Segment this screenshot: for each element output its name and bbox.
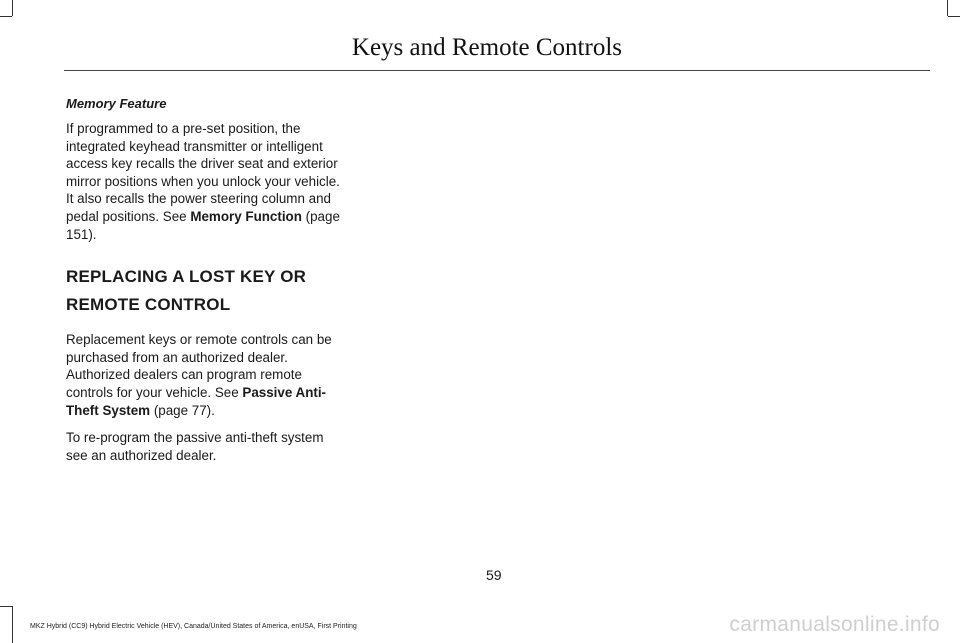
memory-feature-paragraph (66, 120, 342, 243)
watermark: carmanualsonline.info (729, 613, 940, 636)
memory-feature-heading: Memory Feature (66, 96, 167, 111)
page-number: 59 (486, 567, 502, 583)
page-header-title: Keys and Remote Controls (351, 34, 622, 61)
replacing-key-heading-line1: REPLACING A LOST KEY OR (66, 267, 307, 287)
passive-anti-theft-page-ref: (page 77). (150, 402, 215, 418)
memory-function-page-ref: (page 151). (66, 208, 340, 242)
crop-mark-top-left-horizontal (0, 16, 12, 17)
replacing-key-heading (66, 265, 342, 316)
passive-anti-theft-link[interactable]: Passive Anti-Theft System (66, 384, 327, 418)
memory-feature-text: If programmed to a pre-set position, the integrated keyhead transmitter or intelligent access key recalls the driver seat and exterior mirror positions when you unlock your vehicle. It also recalls the power steering column and pedal positions. See (66, 121, 340, 224)
memory-function-link[interactable]: Memory Function (190, 208, 302, 224)
replacing-paragraph-2: To re-program the passive anti-theft system see an authorized dealer. (66, 430, 324, 463)
crop-mark-top-right-vertical (947, 0, 948, 16)
crop-mark-bottom-left-horizontal (0, 606, 12, 607)
main-column (66, 96, 342, 474)
header-divider (64, 70, 930, 71)
crop-mark-top-right-horizontal (948, 16, 960, 17)
replacing-text-1: Replacement keys or remote controls can be purchased from an authorized dealer. Authorized dealers can program remote controls for your vehicle. See (66, 332, 332, 400)
replacing-paragraph-1 (66, 331, 342, 419)
replacing-key-heading-line2: REMOTE CONTROL (66, 295, 231, 315)
crop-mark-top-left-vertical (12, 0, 13, 16)
footer-text: MKZ Hybrid (CC9) Hybrid Electric Vehicle (HEV), Canada/United States of America, enUSA, First Printing (30, 623, 357, 630)
crop-mark-bottom-left-vertical (12, 606, 13, 643)
